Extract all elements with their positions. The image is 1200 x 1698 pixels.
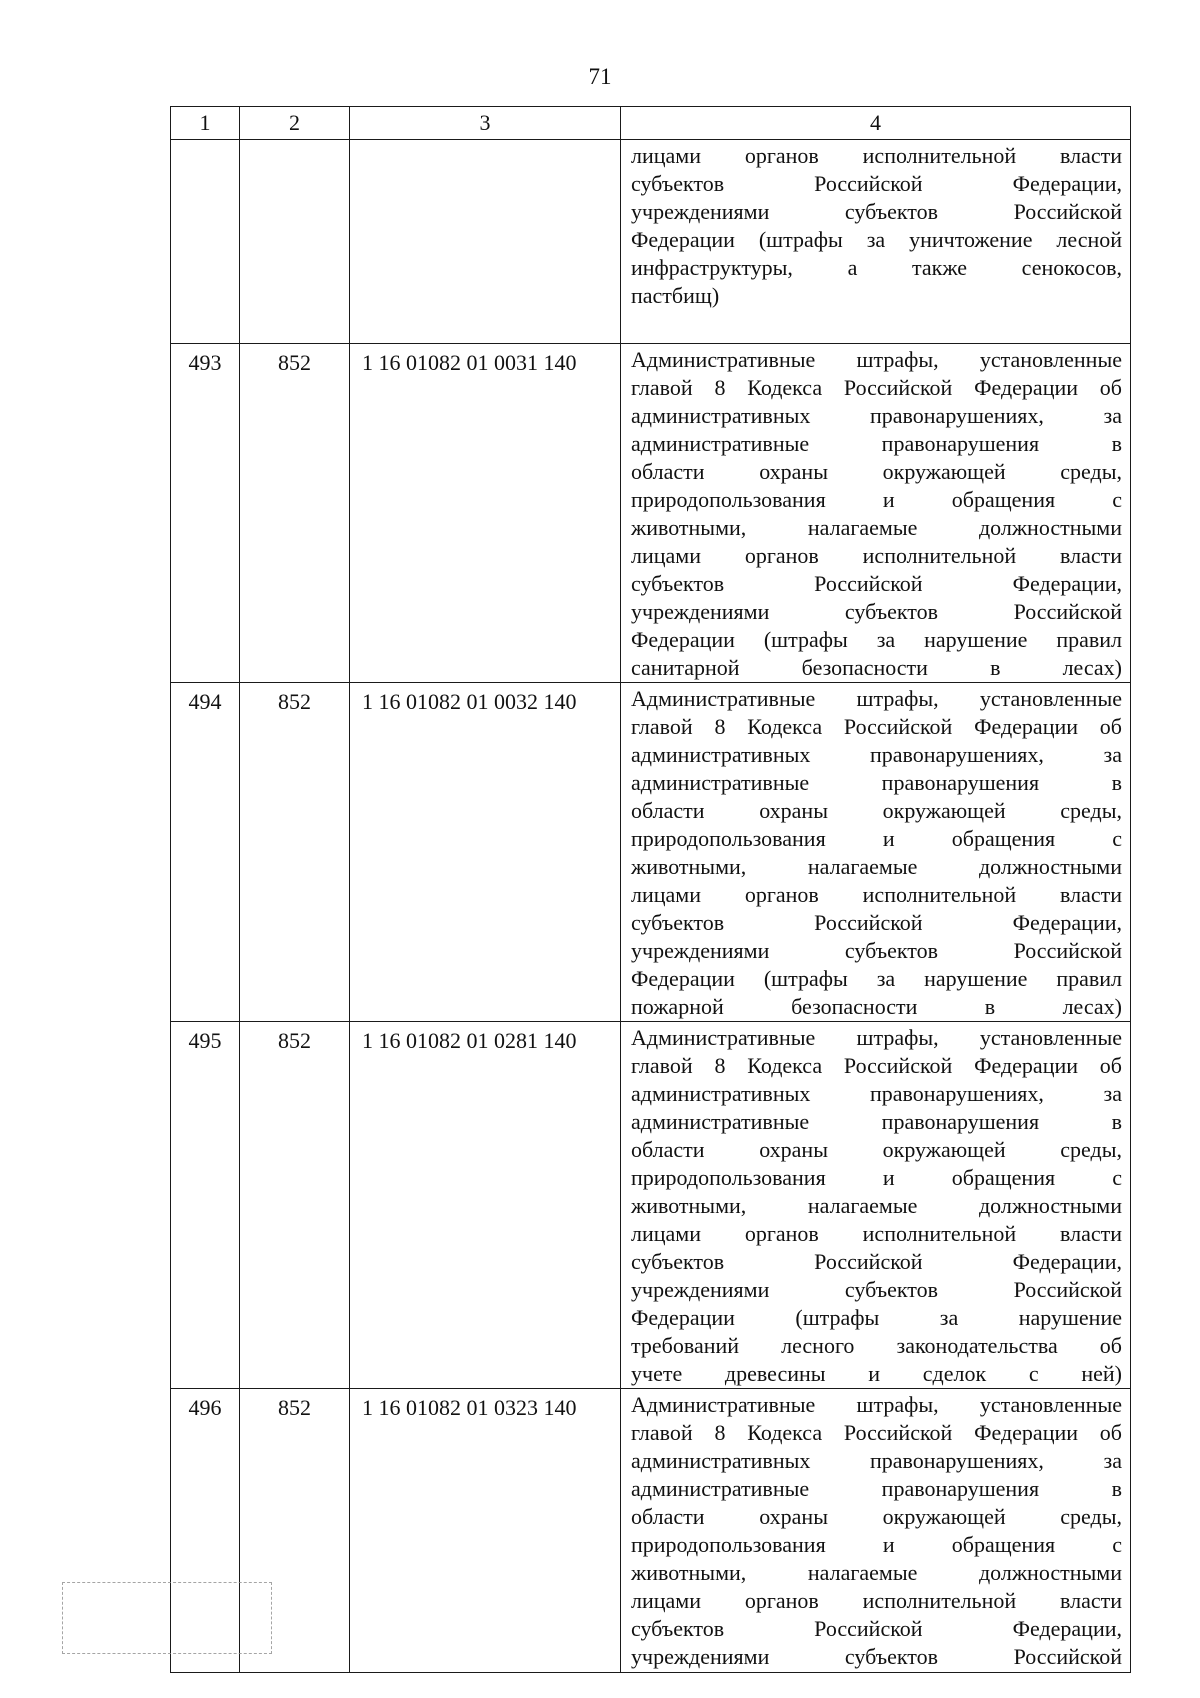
admin-code-cell: 852 [240, 344, 350, 683]
admin-code-cell: 852 [240, 683, 350, 1022]
row-number-cell: 495 [171, 1022, 240, 1389]
admin-code-cell [240, 140, 350, 344]
revenue-codes-table [170, 106, 1131, 1673]
description-cell: Административные штрафы, установленные главой 8 Кодекса Российской Федерации об административных правонарушениях, за административные правонарушения в области охраны окружающей среды, природопользования и обращения с животными, налагаемые должностными лицами органов исполнительной власти субъектов Российской Федерации, учреждениями субъектов Российской Федерации (штрафы за нарушение правил санитарной безопасности в лесах) [621, 344, 1131, 683]
faded-stamp [62, 1582, 272, 1654]
column-header: 1 [171, 107, 240, 140]
kbk-code-cell: 1 16 01082 01 0031 140 [350, 344, 621, 683]
row-number-cell: 494 [171, 683, 240, 1022]
description-cell: Административные штрафы, установленные главой 8 Кодекса Российской Федерации об административных правонарушениях, за административные правонарушения в области охраны окружающей среды, природопользования и обращения с животными, налагаемые должностными лицами органов исполнительной власти субъектов Российской Федерации, учреждениями субъектов Российской Федерации (штрафы за нарушение правил пожарной безопасности в лесах) [621, 683, 1131, 1022]
table-row [171, 140, 1131, 344]
table-header-row [171, 107, 1131, 140]
table-row [171, 1389, 1131, 1673]
table-row [171, 683, 1131, 1022]
kbk-code-cell: 1 16 01082 01 0032 140 [350, 683, 621, 1022]
description-cell: Административные штрафы, установленные главой 8 Кодекса Российской Федерации об административных правонарушениях, за административные правонарушения в области охраны окружающей среды, природопользования и обращения с животными, налагаемые должностными лицами органов исполнительной власти субъектов Российской Федерации, учреждениями субъектов Российской [621, 1389, 1131, 1673]
kbk-code-cell: 1 16 01082 01 0281 140 [350, 1022, 621, 1389]
admin-code-cell: 852 [240, 1022, 350, 1389]
description-cell: Административные штрафы, установленные главой 8 Кодекса Российской Федерации об административных правонарушениях, за административные правонарушения в области охраны окружающей среды, природопользования и обращения с животными, налагаемые должностными лицами органов исполнительной власти субъектов Российской Федерации, учреждениями субъектов Российской Федерации (штрафы за нарушение требований лесного законодательства об учете древесины и сделок с ней) [621, 1022, 1131, 1389]
table-row [171, 344, 1131, 683]
kbk-code-cell [350, 140, 621, 344]
page-number: 71 [588, 64, 612, 89]
table-row [171, 1022, 1131, 1389]
kbk-code-cell: 1 16 01082 01 0323 140 [350, 1389, 621, 1673]
admin-code-cell: 852 [240, 1389, 350, 1673]
row-number-cell [171, 140, 240, 344]
column-header: 2 [240, 107, 350, 140]
column-header: 3 [350, 107, 621, 140]
column-header: 4 [621, 107, 1131, 140]
row-number-cell: 496 [171, 1389, 240, 1673]
row-number-cell: 493 [171, 344, 240, 683]
description-cell: лицами органов исполнительной власти субъектов Российской Федерации, учреждениями субъектов Российской Федерации (штрафы за уничтожение лесной инфраструктуры, а также сенокосов, пастбищ) [621, 140, 1131, 344]
